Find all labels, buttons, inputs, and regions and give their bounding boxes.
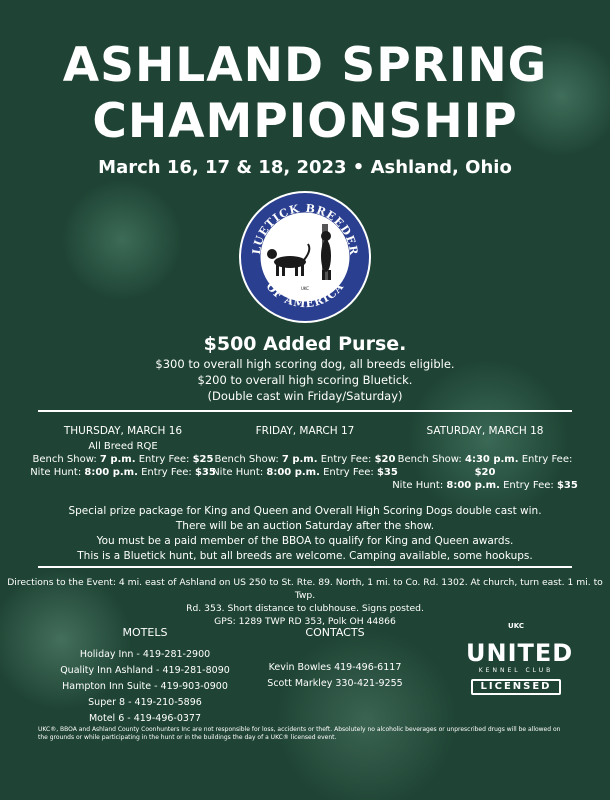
nite-hunt-line: Nite Hunt: 8:00 p.m. Entry Fee: $35 — [30, 467, 216, 478]
day-note — [390, 440, 580, 453]
bench-show-line: Bench Show: 7 p.m. Entry Fee: $20 — [214, 454, 396, 465]
seal-small-text: UKC — [300, 286, 310, 291]
motel-item: Hampton Inn Suite - 419-903-0900 — [62, 681, 228, 692]
ukc-title: UNITED — [466, 639, 574, 667]
motel-item: Quality Inn Ashland - 419-281-8090 — [60, 665, 230, 676]
ukc-licensed-logo — [466, 622, 574, 695]
bench-show-line: Bench Show: 7 p.m. Entry Fee: $25 — [32, 454, 214, 465]
purse-line-1: $300 to overall high scoring dog, all breeds eligible. — [155, 357, 455, 371]
notes-block — [0, 504, 610, 564]
bluetick-breeders-seal — [238, 190, 372, 324]
purse-heading: $500 Added Purse. — [203, 333, 407, 355]
nite-hunt-line: Nite Hunt: 8:00 p.m. Entry Fee: $35 — [392, 480, 578, 491]
disclaimer-text: UKC®, BBOA and Ashland County Coonhunters Inc are not responsible for loss, accidents or theft. Absolutely no alcoholic beverages or unprescribed drugs will be allowed on the grounds or while participating in the hunt or in the buildings the day of a UKC® licensed event. — [38, 726, 561, 741]
contacts-heading: CONTACTS — [305, 626, 365, 639]
note-line: This is a Bluetick hunt, but all breeds are welcome. Camping available, some hookups. — [77, 550, 533, 562]
day-note: All Breed RQE — [88, 441, 158, 452]
nite-hunt-line: Nite Hunt: 8:00 p.m. Entry Fee: $35 — [212, 467, 398, 478]
divider-top — [38, 410, 572, 412]
motel-item: Holiday Inn - 419-281-2900 — [79, 649, 211, 660]
seal-arc-top-text: LUETICK BREEDER — [249, 201, 361, 257]
divider-bottom — [38, 566, 572, 568]
directions-gps: GPS: 1289 TWP RD 353, Polk OH 44866 — [214, 616, 396, 627]
motels-heading: MOTELS — [122, 626, 168, 639]
note-line: Special prize package for King and Queen and Overall High Scoring Dogs double cast win. — [68, 505, 542, 517]
day-heading: THURSDAY, MARCH 16 — [63, 425, 183, 437]
directions-block — [0, 576, 610, 628]
bench-show-line: Bench Show: 4:30 p.m. Entry Fee: $20 — [397, 454, 573, 478]
contact-item: Kevin Bowles 419-496-6117 — [268, 662, 402, 673]
day-heading: FRIDAY, MARCH 17 — [255, 425, 355, 437]
schedule-saturday — [390, 425, 580, 492]
schedule-thursday — [28, 425, 218, 479]
day-note — [210, 440, 400, 453]
motel-item: Super 8 - 419-210-5896 — [88, 697, 202, 708]
poster-title-line1: ASHLAND SPRING — [62, 38, 548, 93]
purse-line-2: $200 to overall high scoring Bluetick. — [197, 373, 413, 387]
event-dates-location: March 16, 17 & 18, 2023 • Ashland, Ohio — [98, 157, 512, 178]
purse-line-3: (Double cast win Friday/Saturday) — [207, 389, 403, 403]
contact-item: Scott Markley 330-421-9255 — [267, 678, 403, 689]
poster-title-line2: CHAMPIONSHIP — [92, 94, 518, 149]
contacts-section — [240, 626, 430, 692]
seal-graphic — [238, 190, 372, 324]
seal-arc-bottom-text: OF AMERICA — [263, 279, 347, 311]
note-line: There will be an auction Saturday after the show. — [175, 520, 435, 532]
directions-line-1: Directions to the Event: 4 mi. east of Ashland on US 250 to St. Rte. 89. North, 1 mi. to Co. Rd. 1302. At church, turn east. 1 mi. to Twp. — [7, 577, 603, 601]
note-line: You must be a paid member of the BBOA to qualify for King and Queen awards. — [96, 535, 514, 547]
ukc-mark-icon: UKC — [508, 622, 524, 630]
schedule-friday — [210, 425, 400, 479]
motels-section — [50, 626, 240, 727]
motel-item: Motel 6 - 419-496-0377 — [88, 713, 202, 724]
ukc-licensed-badge: LICENSED — [471, 679, 561, 695]
ukc-subtitle: KENNEL CLUB — [478, 667, 554, 674]
day-heading: SATURDAY, MARCH 18 — [426, 425, 544, 437]
directions-line-2: Rd. 353. Short distance to clubhouse. Signs posted. — [186, 603, 424, 614]
